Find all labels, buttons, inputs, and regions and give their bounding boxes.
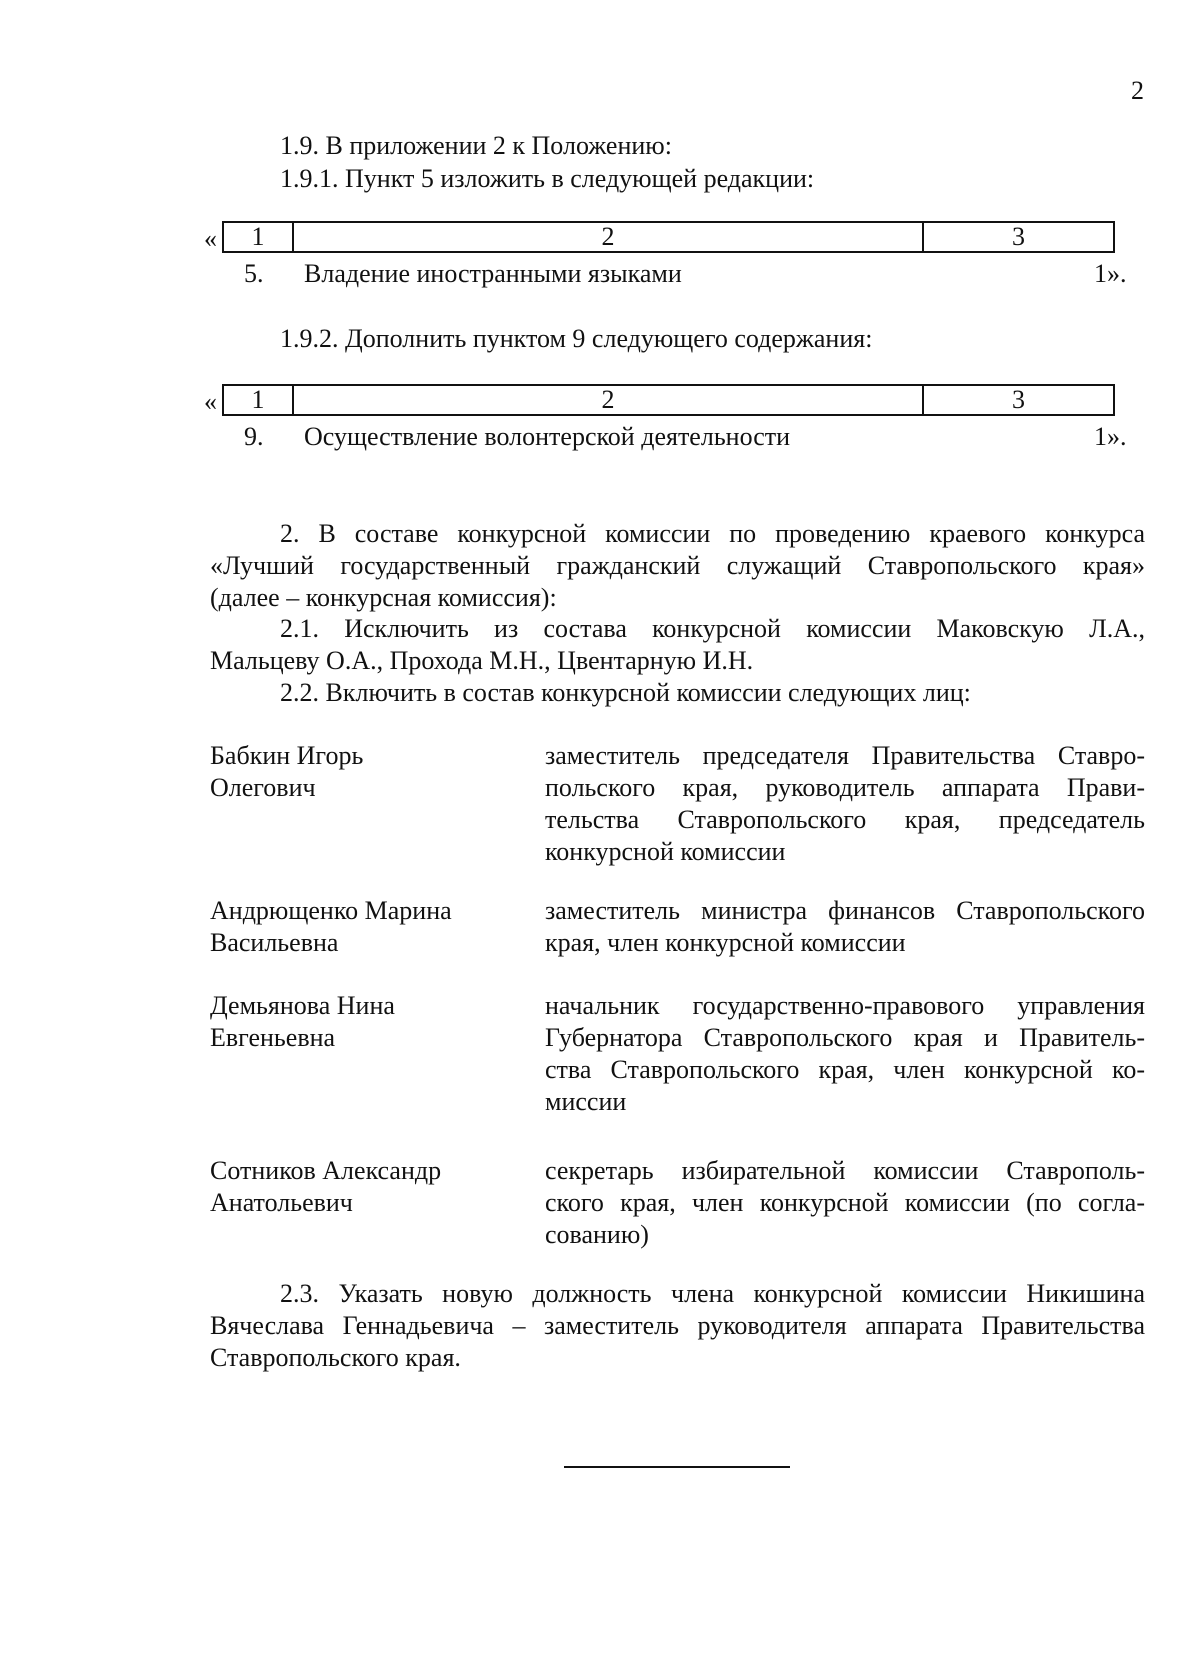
section-2-1-line: 2.1. Исключить из состава конкурсной комиссии Маковскую Л.А.,	[280, 614, 1145, 643]
member-role	[545, 740, 1145, 868]
member-name	[210, 1155, 510, 1219]
table2-col3-header: 3	[1012, 385, 1025, 414]
section-2-1-paragraph	[210, 613, 1145, 677]
member-name-line: Анатольевич	[210, 1188, 353, 1217]
section-2-line: 2. В составе конкурсной комиссии по проведению краевого конкурса	[280, 519, 1145, 548]
section-2-line: «Лучший государственный гражданский служащий Ставропольского края»	[210, 551, 1145, 580]
member-name	[210, 895, 510, 959]
section-2-2: 2.2. Включить в состав конкурсной комиссии следующих лиц:	[280, 678, 971, 707]
member-name	[210, 990, 510, 1054]
member-name-line: Андрющенко Марина	[210, 896, 452, 925]
member-role	[545, 990, 1145, 1118]
member-role-line: тельства Ставропольского края, председатель	[545, 805, 1145, 834]
section-2-paragraph	[210, 518, 1145, 614]
member-name-line: Васильевна	[210, 928, 339, 957]
member-role-line: заместитель председателя Правительства Ставро-	[545, 741, 1145, 770]
member-role	[545, 1155, 1145, 1251]
table2-col2-header: 2	[294, 386, 924, 414]
table1-row-text: Владение иностранными языками	[304, 259, 682, 288]
table1-header	[222, 221, 1115, 253]
member-role-line: конкурсной комиссии	[545, 837, 786, 866]
section-2-line: (далее – конкурсная комиссия):	[210, 583, 557, 612]
open-quote: «	[204, 224, 217, 253]
section-2-1-line: Мальцеву О.А., Прохода М.Н., Цвентарную И.Н.	[210, 646, 754, 675]
member-role-line: ского края, член конкурсной комиссии (по согла-	[545, 1188, 1145, 1217]
end-of-document-divider	[564, 1466, 790, 1468]
table1-row-score: 1».	[1094, 259, 1127, 288]
open-quote: «	[204, 387, 217, 416]
section-2-3-paragraph	[210, 1278, 1145, 1374]
section-1-9: 1.9. В приложении 2 к Положению:	[280, 131, 672, 160]
section-2-3-line: Ставропольского края.	[210, 1343, 461, 1372]
table2-header	[222, 384, 1115, 416]
member-name-line: Бабкин Игорь	[210, 741, 364, 770]
member-name-line: Демьянова Нина	[210, 991, 395, 1020]
member-role-line: ства Ставропольского края, член конкурсной ко-	[545, 1055, 1145, 1084]
member-name-line: Сотников Александр	[210, 1156, 442, 1185]
member-role-line: края, член конкурсной комиссии	[545, 928, 906, 957]
member-name-line: Евгеньевна	[210, 1023, 336, 1052]
page-number: 2	[1131, 76, 1144, 105]
table2-row-score: 1».	[1094, 422, 1127, 451]
table1-col2-header: 2	[294, 223, 924, 251]
member-role-line: польского края, руководитель аппарата Прави-	[545, 773, 1145, 802]
table1-col1-header: 1	[224, 223, 294, 251]
member-role	[545, 895, 1145, 959]
member-role-line: Губернатора Ставропольского края и Правитель-	[545, 1023, 1145, 1052]
member-role-line: заместитель министра финансов Ставропольского	[545, 896, 1145, 925]
table2-row-text: Осуществление волонтерской деятельности	[304, 422, 791, 451]
member-name-line: Олегович	[210, 773, 316, 802]
table1-row-number: 5.	[244, 259, 264, 288]
table1-col3-header: 3	[1012, 222, 1025, 251]
member-role-line: миссии	[545, 1087, 627, 1116]
section-1-9-1: 1.9.1. Пункт 5 изложить в следующей редакции:	[280, 164, 815, 193]
section-2-3-line: Вячеслава Геннадьевича – заместитель руководителя аппарата Правительства	[210, 1311, 1145, 1340]
member-role-line: сованию)	[545, 1220, 649, 1249]
section-1-9-2: 1.9.2. Дополнить пунктом 9 следующего содержания:	[280, 324, 873, 353]
table2-col1-header: 1	[224, 386, 294, 414]
section-2-3-line: 2.3. Указать новую должность члена конкурсной комиссии Никишина	[280, 1279, 1145, 1308]
table2-row-number: 9.	[244, 422, 264, 451]
member-role-line: начальник государственно-правового управления	[545, 991, 1145, 1020]
member-role-line: секретарь избирательной комиссии Ставрополь-	[545, 1156, 1145, 1185]
member-name	[210, 740, 510, 804]
